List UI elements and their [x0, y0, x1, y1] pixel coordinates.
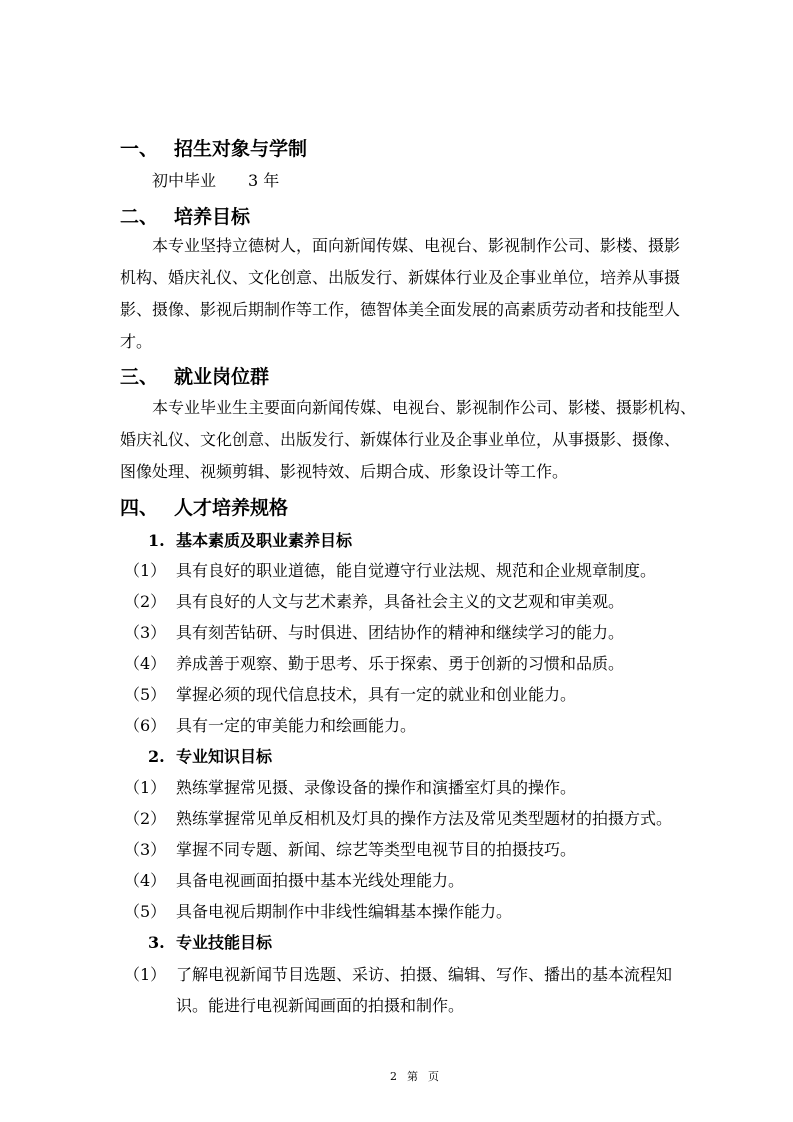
list-item-number: （3） — [124, 840, 167, 859]
paragraph-line: 本专业坚持立德树人，面向新闻传媒、电视台、影视制作公司、影楼、摄影 — [152, 236, 681, 255]
section-title: 招生对象与学制 — [174, 138, 308, 160]
section-3-paragraph — [120, 392, 697, 488]
list-item — [124, 589, 624, 612]
list-item — [124, 899, 512, 922]
list-item — [124, 651, 624, 674]
list-item-continuation: 识。能进行电视新闻画面的拍摄和制作。 — [176, 996, 465, 1015]
list-item-text: 具有刻苦钻研、与时俱进、团结协作的精神和继续学习的能力。 — [176, 623, 625, 642]
list-item-number: （2） — [124, 592, 167, 611]
list-item-number: （2） — [124, 809, 167, 828]
list-item-number: （1） — [124, 965, 167, 984]
list-item — [124, 962, 672, 985]
paragraph-line: 图像处理、视频剪辑、影视特效、后期合成、形象设计等工作。 — [120, 462, 569, 481]
paragraph-line: 才。 — [120, 332, 153, 351]
section-2-paragraph — [120, 230, 680, 358]
subsection-heading-1 — [148, 528, 352, 551]
list-item-text: 掌握不同专题、新闻、综艺等类型电视节目的拍摄技巧。 — [176, 840, 577, 859]
subsection-number: 1. — [148, 531, 165, 550]
section-number: 一、 — [120, 138, 159, 160]
section-heading-2 — [120, 202, 250, 229]
page-footer — [390, 1068, 449, 1084]
section-heading-3 — [120, 362, 269, 389]
section-1-body: 初中毕业 3 年 — [152, 171, 280, 190]
list-item-number: （6） — [124, 716, 167, 735]
page-number: 2 — [390, 1070, 397, 1083]
list-item — [124, 682, 576, 705]
list-item-text: 具备电视后期制作中非线性编辑基本操作能力。 — [176, 902, 513, 921]
list-item-text: 养成善于观察、勤于思考、乐于探索、勇于创新的习惯和品质。 — [176, 654, 625, 673]
section-number: 二、 — [120, 206, 159, 228]
list-item-number: （4） — [124, 871, 167, 890]
section-title: 就业岗位群 — [174, 366, 270, 388]
list-item-text: 具备电视画面拍摄中基本光线处理能力。 — [176, 871, 465, 890]
section-title: 人才培养规格 — [174, 497, 289, 519]
list-item-number: （1） — [124, 778, 167, 797]
page-label-ye: 页 — [428, 1070, 439, 1083]
paragraph-line: 影、摄像、影视后期制作等工作，德智体美全面发展的高素质劳动者和技能型人 — [120, 300, 681, 319]
list-item-number: （5） — [124, 685, 167, 704]
list-item — [124, 620, 624, 643]
section-number: 三、 — [120, 366, 159, 388]
section-heading-1 — [120, 134, 307, 161]
list-item-number: （4） — [124, 654, 167, 673]
subsection-title: 基本素质及职业素养目标 — [176, 531, 353, 550]
section-title: 培养目标 — [174, 206, 251, 228]
paragraph-line: 本专业毕业生主要面向新闻传媒、电视台、影视制作公司、影楼、摄影机构、 — [152, 398, 697, 417]
subsection-heading-2 — [148, 744, 272, 767]
paragraph-line: 机构、婚庆礼仪、文化创意、出版发行、新媒体行业及企事业单位，培养从事摄 — [120, 268, 681, 287]
subsection-number: 3. — [148, 933, 165, 952]
list-item-text: 具有良好的职业道德，能自觉遵守行业法规、规范和企业规章制度。 — [176, 561, 657, 580]
section-heading-4 — [120, 493, 288, 520]
section-number: 四、 — [120, 497, 159, 519]
list-item — [124, 868, 464, 891]
list-item-text: 具有一定的审美能力和绘画能力。 — [176, 716, 417, 735]
list-item-number: （5） — [124, 902, 167, 921]
list-item — [124, 837, 576, 860]
list-item-text: 掌握必须的现代信息技术，具有一定的就业和创业能力。 — [176, 685, 577, 704]
list-item — [124, 775, 576, 798]
subsection-number: 2. — [148, 747, 165, 766]
list-item-text: 了解电视新闻节目选题、采访、拍摄、编辑、写作、播出的基本流程知 — [176, 965, 673, 984]
subsection-title: 专业技能目标 — [176, 933, 273, 952]
list-item — [124, 558, 656, 581]
list-item — [124, 806, 672, 829]
list-item-number: （1） — [124, 561, 167, 580]
paragraph-line: 婚庆礼仪、文化创意、出版发行、新媒体行业及企事业单位，从事摄影、摄像、 — [120, 430, 681, 449]
list-item-text: 熟练掌握常见单反相机及灯具的操作方法及常见类型题材的拍摄方式。 — [176, 809, 673, 828]
list-item-text: 熟练掌握常见摄、录像设备的操作和演播室灯具的操作。 — [176, 778, 577, 797]
page-label-di: 第 — [407, 1070, 418, 1083]
subsection-heading-3 — [148, 930, 272, 953]
list-item-text: 具有良好的人文与艺术素养，具备社会主义的文艺观和审美观。 — [176, 592, 625, 611]
subsection-title: 专业知识目标 — [176, 747, 273, 766]
list-item-number: （3） — [124, 623, 167, 642]
list-item — [124, 713, 416, 736]
